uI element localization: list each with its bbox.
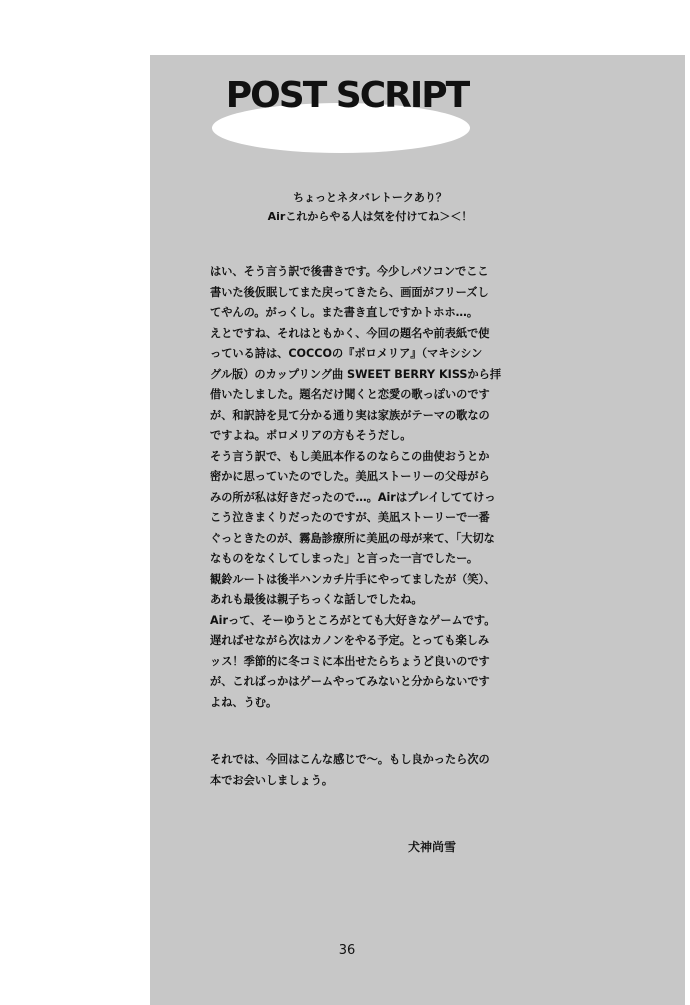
body-line: 遅ればせながら次はカノンをやる予定。とっても楽しみ xyxy=(210,634,490,647)
body-line: みの所が私は好きだったので…。Airはプレイしててけっ xyxy=(210,490,496,504)
body-line: こう泣きまくりだったのですが、美凪ストーリーで一番 xyxy=(210,511,490,524)
body-line: が、こればっかはゲームやってみないと分からないです xyxy=(210,675,490,688)
body-line: そう言う訳で、もし美凪本作るのならこの曲使おうとか xyxy=(210,449,490,463)
spoiler-note-line: Airこれからやる人は気を付けてね＞＜！ xyxy=(267,210,473,223)
closing-paragraph xyxy=(210,750,500,791)
body-line: が、和訳詩を見て分かる通り実は家族がテーマの歌なの xyxy=(210,408,490,422)
author-signature: 犬神尚雪 xyxy=(408,840,457,854)
body-line: 密かに思っていたのでした。美凪ストーリーの父母がら xyxy=(210,470,490,483)
closing-line: 本でお会いしましょう。 xyxy=(210,773,334,787)
spoiler-note-line: ちょっとネタバレトークあり？ xyxy=(293,191,447,204)
body-line: 借いたしました。題名だけ聞くと恋愛の歌っぽいのです xyxy=(210,388,490,401)
body-line: グル版）のカップリング曲 SWEET BERRY KISSから拝 xyxy=(210,367,502,381)
body-line: なものをなくしてしまった」と言った一言でしたー。 xyxy=(210,552,479,565)
body-line: ぐっときたのが、霧島診療所に美凪の母が来て、「大切な xyxy=(210,531,495,545)
body-line: はい、そう言う訳で後書きです。今少しパソコンでここ xyxy=(210,265,489,278)
body-line: ッス！季節的に冬コミに本出せたらちょうど良いのです xyxy=(210,654,490,668)
body-line: 観鈴ルートは後半ハンカチ片手にやってましたが（笑）、 xyxy=(210,572,496,586)
body-line: よね、うむ。 xyxy=(210,695,278,709)
body-line: えとですね、それはともかく、今回の題名や前表紙で使 xyxy=(210,326,490,340)
spoiler-note xyxy=(240,188,500,226)
body-line: あれも最後は親子ちっくな話しでしたね。 xyxy=(210,593,423,606)
body-line: っている詩は、COCCOの『ポロメリア』（マキシシン xyxy=(210,347,483,360)
body-line: ですよね。ポロメリアの方もそうだし。 xyxy=(210,429,412,442)
closing-line: それでは、今回はこんな感じで〜。もし良かったら次の xyxy=(210,753,490,766)
body-line: Airって、そーゆうところがとても大好きなゲームです。 xyxy=(210,613,496,627)
body-line: てやんの。がっくし。また書き直しですかトホホ…。 xyxy=(210,306,479,319)
postscript-body xyxy=(210,262,500,713)
body-line: 書いた後仮眠してまた戻ってきたら、画面がフリーズし xyxy=(210,285,489,299)
page-title: POST SCRIPT xyxy=(225,75,469,116)
page-number: 36 xyxy=(338,943,356,958)
